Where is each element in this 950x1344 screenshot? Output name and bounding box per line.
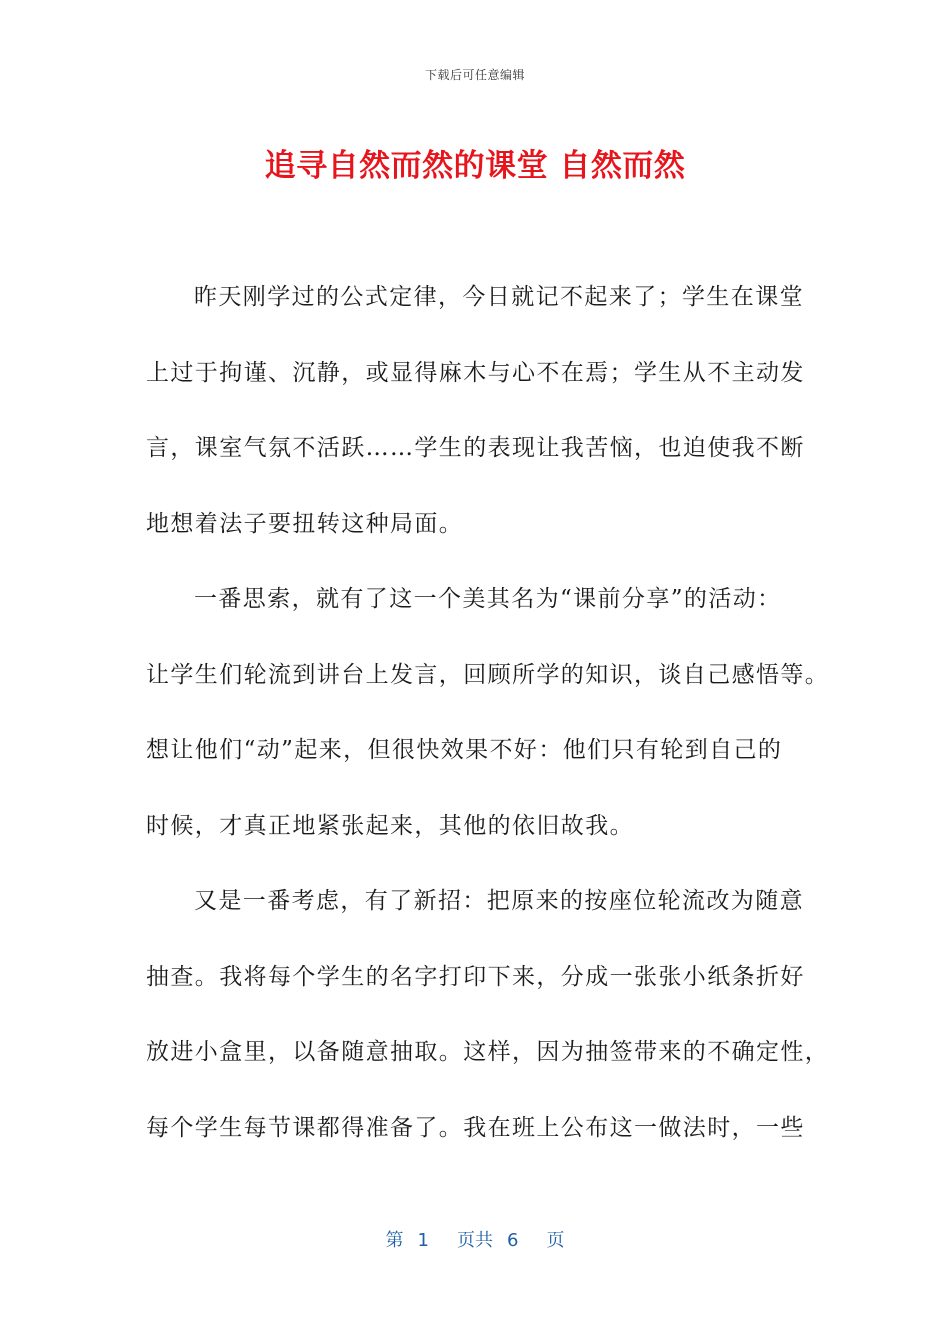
- page-footer: [0, 1226, 950, 1252]
- document-title: 追寻自然而然的课堂 自然而然: [264, 148, 686, 184]
- paragraph-line: 昨天刚学过的公式定律，今日就记不起来了；学生在课堂: [194, 284, 804, 310]
- paragraph-line: 让学生们轮流到讲台上发言，回顾所学的知识，谈自己感悟等。: [146, 661, 830, 688]
- footer-prefix: 第: [385, 1230, 404, 1251]
- paragraph-line: 抽查。我将每个学生的名字打印下来，分成一张张小纸条折好: [146, 963, 805, 990]
- paragraph-line: 时候，才真正地紧张起来，其他的依旧故我。: [146, 812, 634, 839]
- current-page-number: 1: [417, 1230, 429, 1251]
- paragraph-line: 放进小盒里，以备随意抽取。这样，因为抽签带来的不确定性，: [146, 1039, 830, 1065]
- header-note: 下载后可任意编辑: [424, 68, 525, 82]
- document-body: [146, 260, 830, 1166]
- footer-middle: 页共: [457, 1230, 493, 1251]
- footer-suffix: 页: [546, 1230, 565, 1251]
- paragraph-line: 地想着法子要扭转这种局面。: [146, 510, 464, 537]
- paragraph-line: 想让他们“动”起来，但很快效果不好：他们只有轮到自己的: [146, 737, 783, 763]
- total-pages-number: 6: [507, 1230, 519, 1251]
- paragraph-line: 言，课室气氛不活跃……学生的表现让我苦恼，也迫使我不断: [146, 435, 805, 461]
- paragraph-line: 一番思索，就有了这一个美其名为“课前分享”的活动：: [194, 586, 782, 612]
- paragraph-line: 每个学生每节课都得准备了。我在班上公布这一做法时，一些: [146, 1114, 805, 1141]
- paragraph-line: 又是一番考虑，有了新招：把原来的按座位轮流改为随意: [194, 888, 804, 914]
- paragraph-line: 上过于拘谨、沉静，或显得麻木与心不在焉；学生从不主动发: [146, 359, 805, 386]
